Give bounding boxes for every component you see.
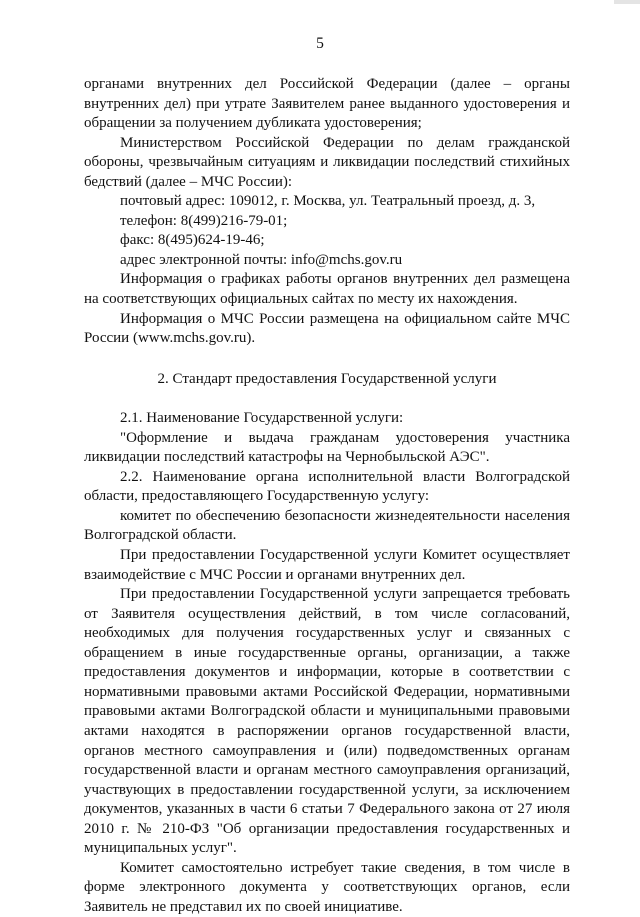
mchs-postal-address: почтовый адрес: 109012, г. Москва, ул. Театральный проезд, д. 3,	[120, 193, 536, 210]
clause-2-1-service-name: "Оформление и выдача гражданам удостоверения участника ликвидации последствий катастрофы на Чернобыльской АЭС".	[84, 429, 570, 466]
mchs-fax: факс: 8(495)624-19-46;	[120, 232, 265, 249]
paragraph-internal-affairs-continuation: органами внутренних дел Российской Федерации (далее – органы внутренних дел) при утрате Заявителем ранее выданного удостоверения и обращении за получением дубликата удостоверения;	[84, 76, 570, 132]
paragraph-committee-interaction: При предоставлении Государственной услуги Комитет осуществляет взаимодействие с МЧС России и органами внутренних дел.	[84, 547, 570, 583]
mchs-phone: телефон: 8(499)216-79-01;	[120, 212, 288, 229]
mchs-email: адрес электронной почты: info@mchs.gov.ru	[120, 251, 403, 268]
clause-2-1-heading: 2.1. Наименование Государственной услуги:	[120, 410, 404, 427]
clause-2-2-heading: 2.2. Наименование органа исполнительной власти Волгоградской области, предоставляющего Государственную услугу:	[84, 468, 570, 505]
paragraph-mchs-ministry: Министерством Российской Федерации по делам гражданской обороны, чрезвычайным ситуациям и ликвидации последствий стихийных бедствий (далее – МЧС России):	[84, 134, 570, 190]
document-body	[84, 75, 570, 917]
section-heading-service-standard: 2. Стандарт предоставления Государственной услуги	[157, 370, 497, 387]
paragraph-internal-affairs-schedule: Информация о графиках работы органов внутренних дел размещена на соответствующих официальных сайтах по месту их нахождения.	[84, 271, 570, 308]
paragraph-committee-requests: Комитет самостоятельно истребует такие сведения, в том числе в форме электронного документа у соответствующих органов, если Заявитель не представил их по своей инициативе.	[84, 859, 570, 915]
scan-edge-mark	[614, 0, 640, 4]
clause-2-2-committee: комитет по обеспечению безопасности жизнедеятельности населения Волгоградской области.	[84, 507, 570, 544]
page-number: 5	[316, 35, 324, 52]
paragraph-mchs-website: Информация о МЧС России размещена на официальном сайте МЧС России (www.mchs.gov.ru).	[84, 310, 570, 347]
paragraph-prohibited-requirements: При предоставлении Государственной услуги запрещается требовать от Заявителя осуществления действий, в том числе согласований, необходимых для получения государственных услуг и связанных с обращением в иные государственные органы, организации, а также предоставления документов и информации, которые в соответствии с нормативными правовыми актами Российской Федерации, нормативными правовыми актами Волгоградской области и муниципальными правовыми актами находятся в распоряжении органов государственной власти, органов местного самоуправления и (или) подведомственных органам государственной власти и органам местного самоуправления организаций, участвующих в предоставлении государственной услуги, за исключением документов, указанных в части 6 статьи 7 Федерального закона от 27 июля 2010 г. № 210-ФЗ "Об организации предоставления государственных и муниципальных услуг".	[84, 586, 570, 857]
